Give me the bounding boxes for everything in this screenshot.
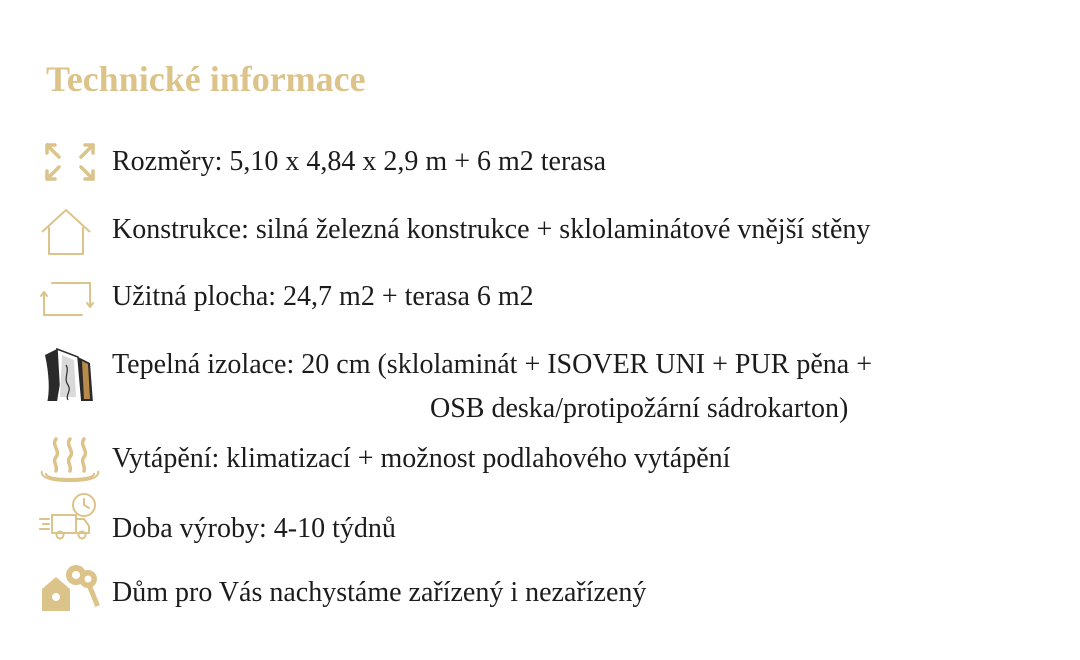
insulation-text-line2: OSB deska/protipožární sádrokarton)	[430, 393, 849, 424]
house-keys-icon	[38, 559, 102, 615]
furnished-text: Dům pro Vás nachystáme zařízený i nezařízený	[112, 577, 647, 608]
floor-heating-icon	[38, 429, 102, 485]
heating-text: Vytápění: klimatizací + možnost podlahového vytápění	[112, 443, 731, 474]
house-icon	[38, 208, 102, 264]
floor-area-text: Užitná plocha: 24,7 m2 + terasa 6 m2	[112, 281, 534, 312]
insulation-text-line1: Tepelná izolace: 20 cm (sklolaminát + ISOVER UNI + PUR pěna +	[112, 349, 873, 380]
delivery-truck-clock-icon	[38, 491, 102, 547]
construction-text: Konstrukce: silná železná konstrukce + sklolaminátové vnější stěny	[112, 214, 871, 245]
section-title: Technické informace	[46, 59, 366, 99]
production-time-text: Doba výroby: 4-10 týdnů	[112, 513, 396, 544]
insulation-layers-icon	[38, 345, 102, 401]
expand-arrows-icon	[38, 138, 102, 194]
dimensions-text: Rozměry: 5,10 x 4,84 x 2,9 m + 6 m2 terasa	[112, 146, 607, 177]
floor-area-icon	[38, 279, 102, 335]
